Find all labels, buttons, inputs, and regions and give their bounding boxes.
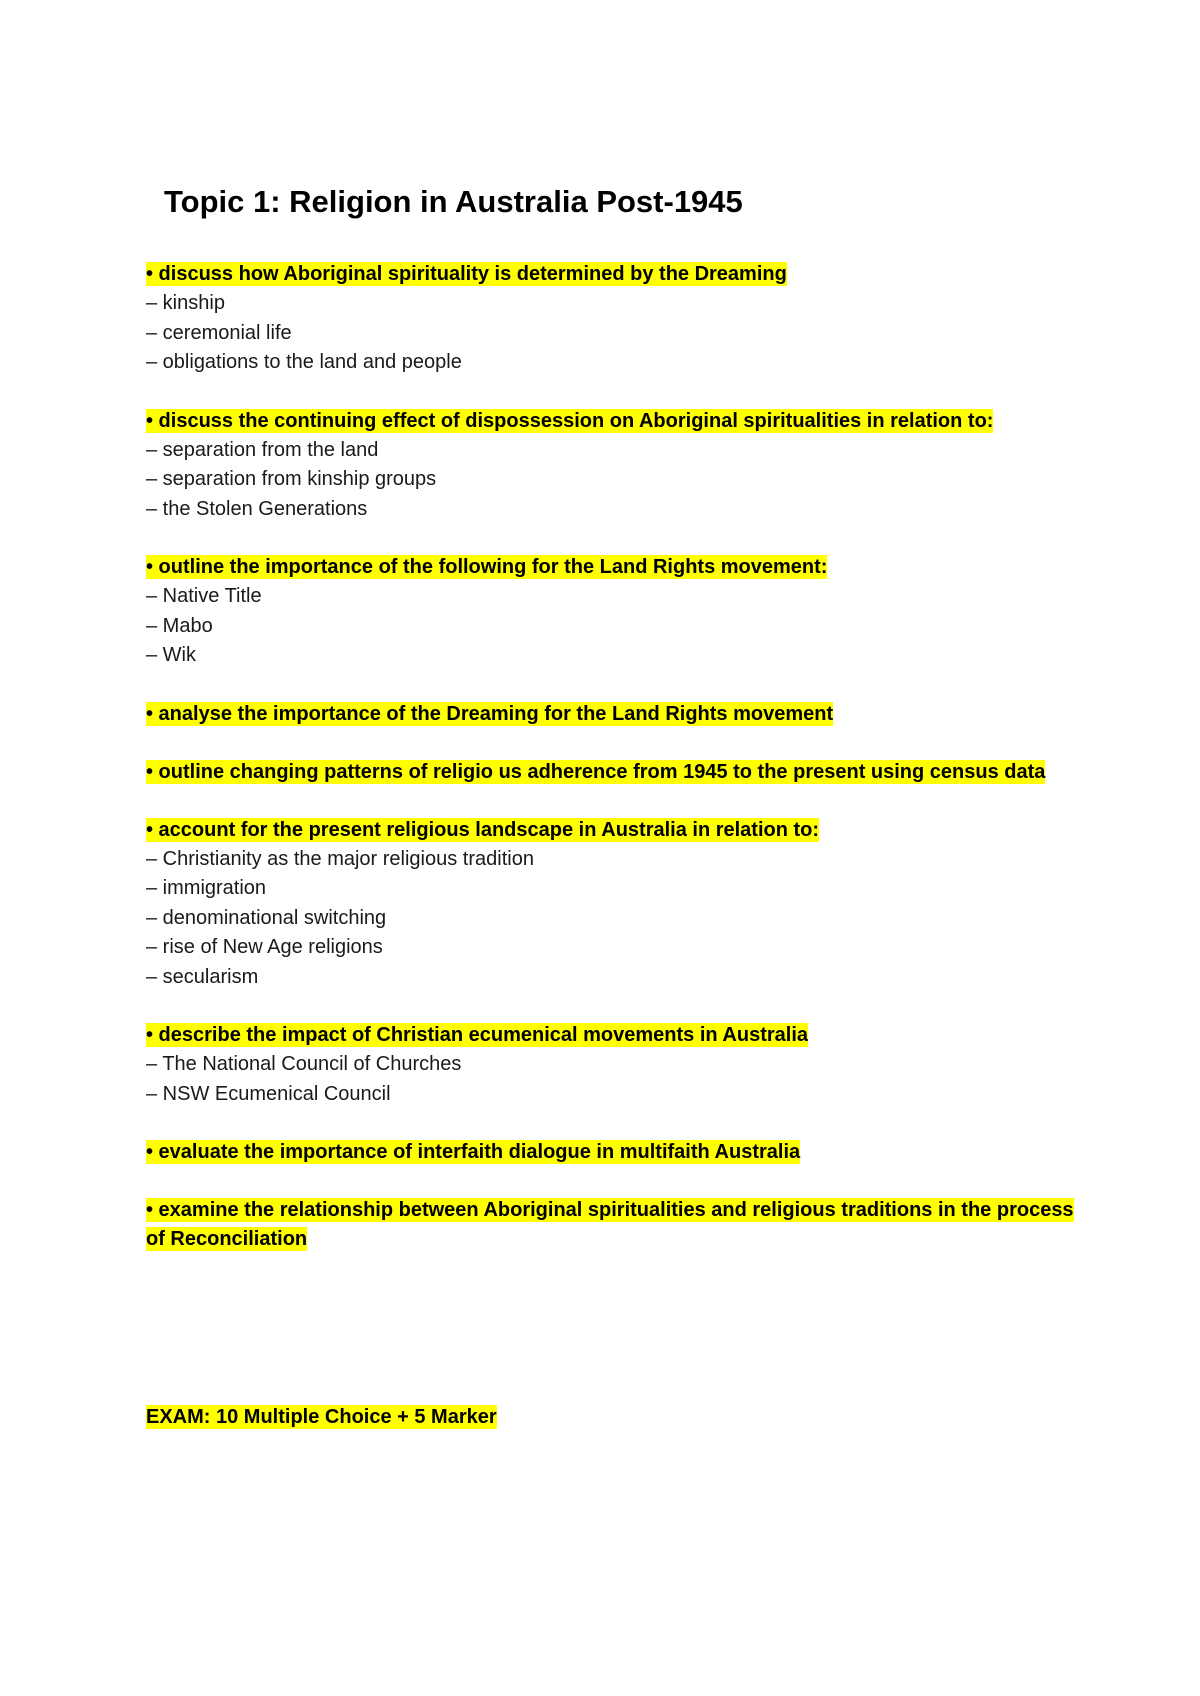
exam-note bbox=[146, 1403, 497, 1432]
section-ecumenical bbox=[146, 1021, 1086, 1109]
section-census bbox=[146, 758, 1086, 787]
section-land-rights bbox=[146, 553, 1086, 671]
highlighted-exam-text: EXAM: 10 Multiple Choice + 5 Marker bbox=[146, 1406, 497, 1428]
sub-item: – the Stolen Generations bbox=[146, 497, 368, 520]
sub-item: – kinship bbox=[146, 292, 225, 314]
section-heading bbox=[146, 700, 1086, 729]
sub-item: – The National Council of Churches bbox=[146, 1053, 462, 1075]
sub-item: – Mabo bbox=[146, 614, 213, 637]
highlighted-heading-text: • describe the impact of Christian ecumenical movements in Australia bbox=[146, 1024, 809, 1046]
section-religious-landscape bbox=[146, 816, 1086, 993]
sub-item: – NSW Ecumenical Council bbox=[146, 1082, 391, 1105]
section-heading bbox=[146, 816, 1086, 845]
highlighted-heading-text: • outline the importance of the following for the Land Rights movement: bbox=[146, 556, 828, 578]
section-interfaith bbox=[146, 1138, 1086, 1167]
sub-item: – immigration bbox=[146, 877, 267, 899]
sub-item: – separation from the land bbox=[146, 438, 379, 461]
sub-item: – separation from kinship groups bbox=[146, 468, 437, 490]
highlighted-heading-text: • outline changing patterns of religio us adherence from 1945 to the present using census data bbox=[146, 760, 1046, 783]
section-heading bbox=[146, 553, 1086, 582]
sub-item-list bbox=[146, 436, 1086, 525]
highlighted-heading-text: • examine the relationship between Aboriginal spiritualities and religious traditions in the process of Reconciliation bbox=[146, 1199, 1074, 1250]
sub-item: – rise of New Age religions bbox=[146, 936, 383, 958]
section-heading bbox=[146, 407, 1086, 436]
highlighted-heading-text: • analyse the importance of the Dreaming for the Land Rights movement bbox=[146, 702, 834, 725]
page-title: Topic 1: Religion in Australia Post-1945 bbox=[164, 184, 743, 219]
section-dispossession bbox=[146, 407, 1086, 525]
sub-item: – Wik bbox=[146, 644, 196, 666]
sub-item: – obligations to the land and people bbox=[146, 351, 462, 373]
sub-item: – ceremonial life bbox=[146, 321, 292, 344]
sub-item-list bbox=[146, 1050, 1086, 1109]
section-dreaming bbox=[146, 260, 1086, 378]
sub-item: – denominational switching bbox=[146, 906, 387, 929]
sub-item: – Native Title bbox=[146, 585, 262, 607]
sub-item-list bbox=[146, 845, 1086, 993]
highlighted-heading-text: • discuss how Aboriginal spirituality is determined by the Dreaming bbox=[146, 263, 787, 285]
highlighted-heading-text: • account for the present religious landscape in Australia in relation to: bbox=[146, 818, 820, 841]
sub-item: – secularism bbox=[146, 965, 259, 988]
highlighted-heading-text: • evaluate the importance of interfaith dialogue in multifaith Australia bbox=[146, 1141, 801, 1163]
section-heading bbox=[146, 1021, 1086, 1050]
sub-item: – Christianity as the major religious tradition bbox=[146, 847, 534, 870]
highlighted-heading-text: • discuss the continuing effect of dispossession on Aboriginal spiritualities in relation to: bbox=[146, 409, 994, 432]
section-dreaming-land-rights bbox=[146, 700, 1086, 729]
sub-item-list bbox=[146, 582, 1086, 671]
section-reconciliation bbox=[146, 1196, 1086, 1254]
section-heading bbox=[146, 1138, 1086, 1167]
section-heading bbox=[146, 1196, 1086, 1254]
syllabus-content bbox=[146, 260, 1086, 1283]
sub-item-list bbox=[146, 289, 1086, 378]
section-heading bbox=[146, 260, 1086, 289]
section-heading bbox=[146, 758, 1086, 787]
